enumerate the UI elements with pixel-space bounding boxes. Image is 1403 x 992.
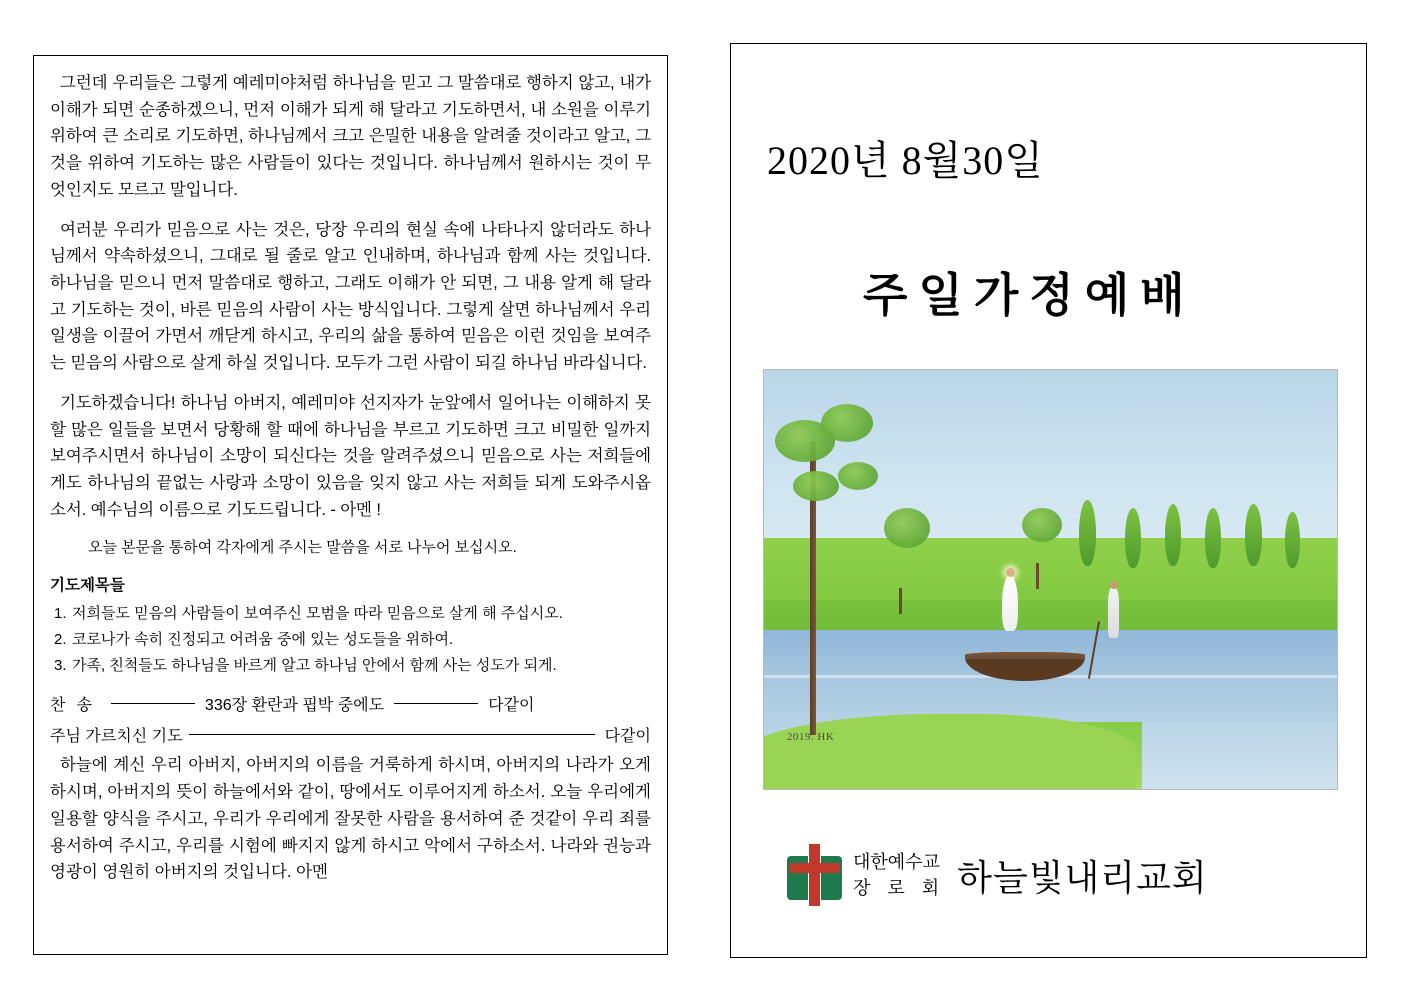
painting-water-right (1142, 722, 1337, 789)
painting-near-grass-2 (763, 714, 1136, 790)
divider (111, 703, 195, 704)
painting-figure-jesus (1002, 575, 1018, 631)
sermon-text-panel (33, 55, 668, 955)
lords-prayer-label: 주님 가르치신 기도 (50, 728, 183, 746)
sermon-paragraph-1: 그런데 우리들은 그렇게 예레미야처럼 하나님을 믿고 그 말씀대로 행하지 않고, 내가 이해가 되면 순종하겠으니, 먼저 이해가 되게 해 달라고 기도하면서, 내 소원을 이루기 위하여 큰 소리로 기도하면, 하나님께서 크고 은밀한 내용을 알려줄 것이라고 알고, 그것을 위하여 기도하는 많은 사람들이 있다는 것입니다. 하나님께서 원하시는 것이 무엇인지도 모르고 말입니다. (50, 74, 651, 199)
list-item (50, 627, 651, 653)
list-item-number: 1. (54, 605, 67, 622)
hymn-row (50, 692, 651, 715)
list-item-label: 저희들도 믿음의 사람들이 보여주신 모범을 따라 믿음으로 살게 해 주십시오. (72, 605, 563, 622)
list-item-label: 코로나가 속히 진정되고 어려움 중에 있는 성도들을 위하여. (72, 630, 454, 648)
sermon-paragraph-2: 여러분 우리가 믿음으로 사는 것은, 당장 우리의 현실 속에 나타나지 않더라도 하나님께서 약속하셨으니, 그대로 될 줄로 알고 인내하며, 하나님과 함께 사는 것입니다. 하나님을 믿으니 먼저 말씀대로 행하고, 그래도 이해가 안 되면, 그 내용 알게 해 달라고 기도하는 것이, 바른 믿음의 사람이 사는 방식입니다. 그렇게 살면 하나님께서 우리 일생을 이끌어 가면서 깨닫게 하시고, 우리의 삶을 통하여 믿음은 이런 것임을 보여주는 믿음의 사람으로 살게 하실 것입니다. 모두가 그런 사람이 되길 하나님 바라십니다. (50, 220, 651, 373)
denomination-name (853, 849, 945, 901)
divider (394, 703, 478, 704)
lords-prayer-row (50, 723, 651, 746)
list-item-label: 가족, 친척들도 하나님을 바르게 알고 하나님 안에서 함께 사는 성도가 되게. (72, 656, 557, 674)
church-identity (783, 844, 1208, 906)
denomination-line-1: 대한예수교 (853, 851, 940, 872)
painting-foliage (793, 471, 839, 501)
sharing-note: 오늘 본문을 통하여 각자에게 주시는 말씀을 서로 나누어 보십시오. (88, 538, 517, 556)
cover-painting (763, 369, 1338, 790)
cover-panel (730, 43, 1367, 958)
painting-poplar (1165, 504, 1181, 566)
painting-signature: 2019. HK (786, 730, 835, 743)
hymn-title: 336장 환란과 핍박 중에도 (204, 697, 385, 715)
painting-tree-trunk (899, 588, 902, 614)
hymn-participants: 다같이 (488, 697, 535, 715)
list-item (50, 601, 651, 627)
painting-figure-man (1108, 588, 1119, 638)
painting-tree-trunk (1036, 563, 1039, 589)
sermon-paragraph-3: 기도하겠습니다! 하나님 아버지, 예레미야 선지자가 눈앞에서 일어나는 이해하지 못할 많은 일들을 보면서 당황해 할 때에 하나님을 부르고 기도하면 크고 비밀한 일까지 보여주시면서 하나님이 소망이 되신다는 것을 알려주셨으니 믿음으로 사는 저희들에게도 하나님의 끝없는 사랑과 소망이 있음을 잊지 않고 사는 저희들 되게 도와주시옵소서. 예수님의 이름으로 기도드립니다. - 아멘 ! (50, 393, 651, 519)
painting-poplar (1125, 508, 1141, 568)
cross-icon-bar (789, 863, 840, 873)
painting-poplar (1079, 500, 1096, 566)
list-item-number: 2. (54, 630, 67, 648)
list-item (50, 653, 651, 679)
church-name: 하늘빛내리교회 (957, 856, 1208, 898)
painting-foliage (1022, 508, 1062, 542)
divider (189, 734, 595, 735)
hymn-label: 찬송 (50, 697, 103, 715)
painting-poplar (1245, 504, 1262, 566)
lords-prayer-text: 하늘에 계신 우리 아버지, 아버지의 이름을 거룩하게 하시며, 아버지의 나라가 오게 하시며, 아버지의 뜻이 하늘에서와 같이, 땅에서도 이루어지게 하소서. 오늘 우리에게 일용할 양식을 주시고, 우리가 우리에게 잘못한 사람을 용서하여 준 것같이 우리 죄를 용서하여 주시고, 우리를 시험에 빠지지 않게 하시고 악에서 구하소서. 나라와 권능과 영광이 영원히 아버지의 것입니다. 아멘 (50, 756, 651, 882)
church-logo-icon (783, 844, 845, 906)
painting-foliage (821, 404, 873, 442)
painting-poplar (1205, 508, 1221, 568)
lords-prayer-participants: 다같이 (604, 728, 651, 746)
cross-icon (809, 844, 820, 906)
list-item-number: 3. (54, 656, 67, 674)
page-title: 주일가정예배 (863, 269, 1196, 321)
prayer-topics-heading: 기도제목들 (50, 577, 125, 594)
denomination-line-2: 장 로 회 (853, 878, 946, 898)
service-date: 2020년 8월30일 (767, 138, 1044, 183)
prayer-topics-list (50, 601, 651, 678)
